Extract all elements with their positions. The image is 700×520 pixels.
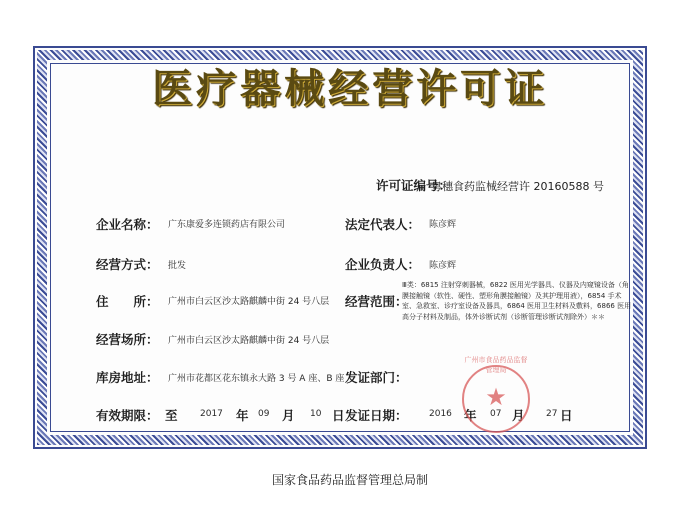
company-name-value: 广东康爱多连锁药店有限公司 [168,220,286,230]
business-scope-value: Ⅲ类：6815 注射穿刺器械，6822 医用光学器具、仪器及内窥镜设备（角膜接触镜（软性、硬性、塑形角膜接触镜）及其护理用液），6854 手术室、急救室、诊疗室设备及器具，6864 医用卫生材料及敷料，6866 医用高分子材料及制品，体外诊断试剂（诊断管理诊断试剂除外）＊＊ [402,281,632,321]
issue-date-day: 27 [546,409,558,419]
seal-text: 广州市食品药品监督管理局 [464,356,528,374]
validity-year: 2017 [200,409,223,419]
validity-day-unit: 日 [332,408,345,423]
company-name-label: 企业名称： [96,217,159,232]
residence-value: 广州市白云区沙太路麒麟中街 24 号八层 [168,297,330,307]
person-in-charge-value: 陈彦辉 [429,261,457,271]
business-scope-label: 经营范围： [345,294,408,309]
official-seal [462,356,530,433]
seal-star-icon: ★ [485,383,507,411]
warehouse-value: 广州市花都区花东镇永大路 3 号 A 座、B 座 [168,374,345,384]
warehouse-label: 库房地址： [96,370,159,385]
issuer-footer: 国家食品药品监督管理总局制 [271,473,428,487]
business-place-label: 经营场所： [96,332,159,347]
person-in-charge-label: 企业负责人： [345,257,421,272]
issue-date-year-unit: 年 [464,408,477,423]
business-mode-label: 经营方式： [96,257,159,272]
validity-month: 09 [258,409,270,419]
business-mode-value: 批发 [168,261,187,271]
issue-date-month-unit: 月 [512,408,525,423]
issuing-dept-label: 发证部门： [345,370,408,385]
business-place-value: 广州市白云区沙太路麒麟中街 24 号八层 [168,336,330,346]
certificate-title: 医疗器械经营许可证 [152,66,548,112]
validity-day: 10 [310,409,322,419]
validity-label: 有效期限： [96,408,159,423]
legal-rep-value: 陈彦辉 [429,220,457,230]
issue-date-year: 2016 [429,409,452,419]
issue-date-month: 07 [490,409,502,419]
license-number-label: 许可证编号： [376,178,452,193]
validity-prefix: 至 [165,408,178,423]
issue-date-label: 发证日期： [345,408,408,423]
legal-rep-label: 法定代表人： [345,217,421,232]
license-number-value: 粤穗食药监械经营许 20160588 号 [431,180,604,193]
validity-month-unit: 月 [282,408,295,423]
issue-date-day-unit: 日 [560,408,573,423]
residence-label: 住 所： [96,294,159,309]
validity-year-unit: 年 [236,408,249,423]
